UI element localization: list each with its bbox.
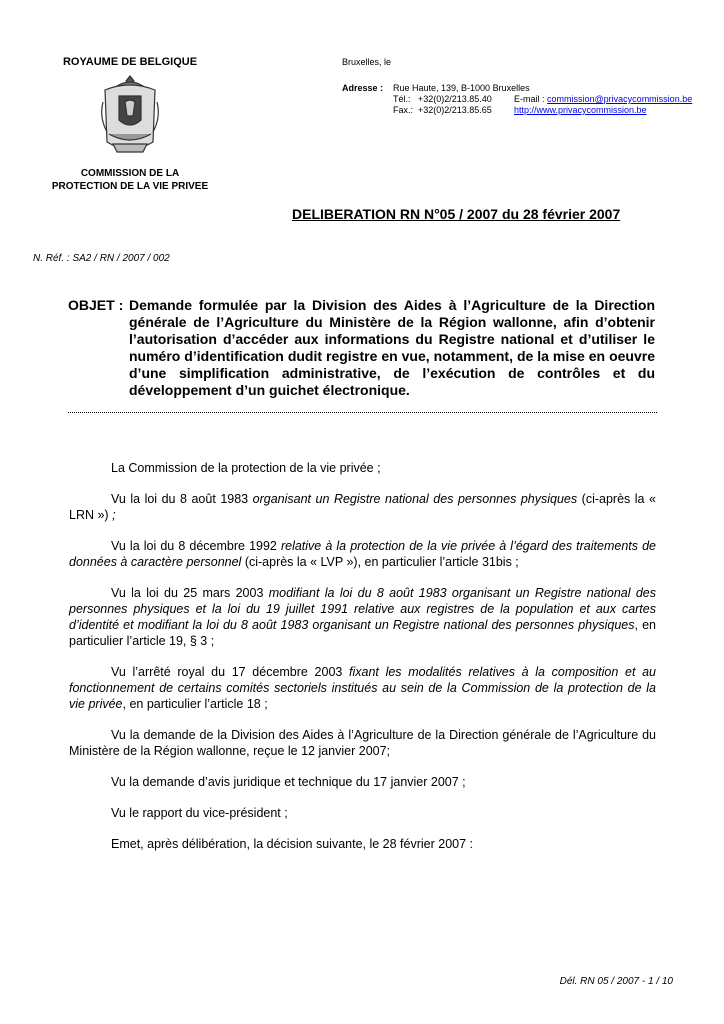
italic-segment: ; — [112, 508, 116, 522]
text-segment: Vu l’arrêté royal du 17 décembre 2003 — [111, 665, 350, 679]
text-segment: Vu la loi du 8 août 1983 — [111, 492, 253, 506]
objet-text: Demande formulée par la Division des Aides à l’Agriculture de la Direction générale de l’Agriculture du Ministère de la Région wallonne, afin d’obtenir l’autorisation d’accéder aux informations du Registre national et d’utiliser le numéro d’identification dudit registre en vue, notamment, de la mise en oeuvre d’une simplification administrative, de l’exécution de contrôles et du développement d’un guichet électronique. — [129, 297, 655, 398]
commission-line1: COMMISSION DE LA — [80, 168, 180, 179]
text-segment: , en particulier l’article 19, § 3 ; — [69, 618, 656, 648]
commission-line2: PROTECTION DE LA VIE PRIVEE — [51, 181, 209, 192]
address-line: Rue Haute, 139, B-1000 Bruxelles — [393, 83, 530, 93]
paragraph-request: Vu la demande de la Division des Aides à l’Agriculture de la Direction générale de l’Agriculture du Ministère de la Région wallonne, reçue le 12 janvier 2007; — [69, 728, 656, 758]
italic-segment: modifiant la loi du 8 août 1983 organisant un Registre national des personnes physiques et la loi du 19 juillet 1991 relative aux registres de la population et aux cartes d’identité et modifiant la loi du 8 août 1983 organisant un Registre national des personnes physiques — [69, 586, 656, 632]
paragraph-report: Vu le rapport du vice-président ; — [111, 806, 288, 820]
page-footer: Dél. RN 05 / 2007 - 1 / 10 — [559, 976, 673, 987]
paragraph-legal-opinion: Vu la demande d’avis juridique et technique du 17 janvier 2007 ; — [111, 775, 466, 789]
dotted-divider — [68, 412, 657, 413]
website-link[interactable]: http://www.privacycommission.be — [514, 105, 647, 115]
italic-segment: fixant les modalités relatives à la composition et au fonctionnement de certains comités sectoriels institués au sein de la Commission de la protection de la vie privée — [69, 665, 657, 711]
address-label: Adresse : — [342, 83, 384, 93]
text-segment: , en particulier l’article 18 ; — [122, 697, 268, 711]
text-segment: (ci-après la « LRN ») — [69, 492, 656, 522]
text-segment: Vu la loi du 25 mars 2003 — [111, 586, 269, 600]
deliberation-title: DELIBERATION RN N°05 / 2007 du 28 février 2007 — [292, 206, 621, 222]
text-segment: Vu la loi du 8 décembre 1992 — [111, 539, 281, 553]
address-block — [393, 83, 723, 119]
paragraph-decision: Emet, après délibération, la décision suivante, le 28 février 2007 : — [111, 837, 474, 851]
objet-label: OBJET : — [68, 297, 124, 313]
document-body — [69, 460, 656, 867]
text-segment: (ci-après la « LVP »), en particulier l’article 31bis ; — [241, 555, 519, 569]
paragraph-royal-decree — [69, 664, 656, 712]
tel-line: Tél.: +32(0)2/213.85.40 — [393, 94, 492, 104]
fax-line: Fax.: +32(0)2/213.85.65 — [393, 105, 492, 115]
reference-number: N. Réf. : SA2 / RN / 2007 / 002 — [33, 253, 170, 264]
city-date-line: Bruxelles, le — [342, 57, 392, 67]
paragraph-lrn — [69, 491, 656, 523]
email-link[interactable]: commission@privacycommission.be — [547, 94, 693, 104]
kingdom-heading: ROYAUME DE BELGIQUE — [62, 56, 198, 68]
paragraph-lvp — [69, 538, 656, 570]
paragraph-law-2003 — [69, 585, 656, 649]
paragraph-commission: La Commission de la protection de la vie privée ; — [111, 461, 381, 475]
italic-segment: organisant un Registre national des personnes physiques — [252, 492, 578, 506]
coat-of-arms-icon — [95, 72, 165, 158]
commission-name — [30, 167, 230, 193]
italic-segment: relative à la protection de la vie privée à l’égard des traitements de données à caractère personnel — [69, 539, 656, 569]
email-label: E-mail : — [514, 94, 545, 104]
